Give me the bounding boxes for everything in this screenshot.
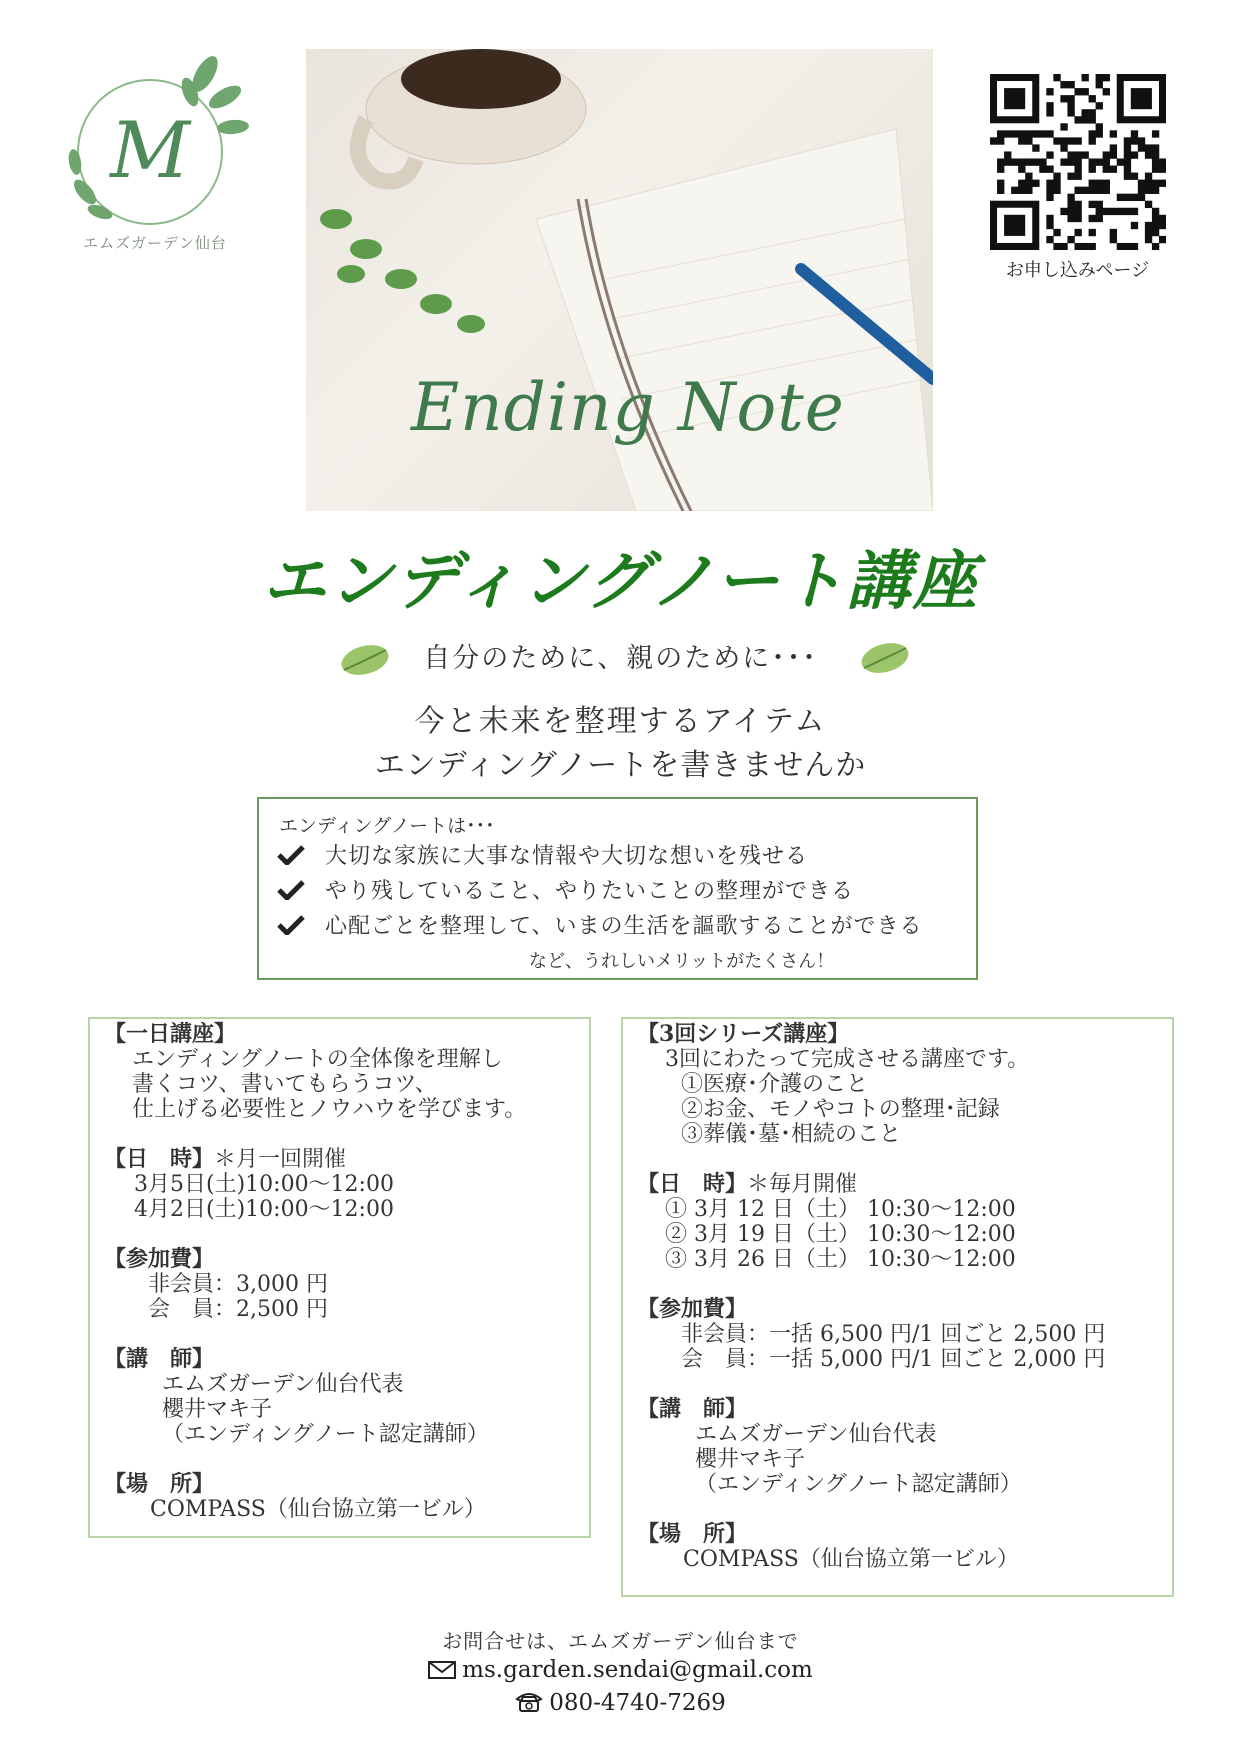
place-heading: 【場 所】 — [104, 1471, 215, 1497]
hero-photo — [306, 49, 933, 511]
phone-line[interactable] — [0, 1690, 1241, 1719]
qr-caption: お申し込みページ — [1005, 260, 1150, 281]
teacher-heading: 【講 師】 — [637, 1396, 748, 1422]
course-description: 3回にわたって完成させる講座です。 — [665, 1047, 1030, 1072]
course-date: ① 3月 12 日（土） 10:30～12:00 — [665, 1197, 1016, 1222]
lead-line-1: 今と未来を整理するアイテム — [414, 704, 827, 739]
check-icon — [277, 880, 305, 900]
course-topic: ③葬儀･墓･相続のこと — [681, 1122, 902, 1147]
course-topic: ①医療･介護のこと — [681, 1072, 869, 1097]
teacher-line: （エンディングノート認定講師） — [162, 1422, 489, 1447]
teacher-line: （エンディングノート認定講師） — [695, 1472, 1022, 1497]
benefit-item — [277, 909, 923, 940]
course-description: 書くコツ、書いてもらうコツ、 — [132, 1072, 437, 1097]
tagline: 自分のために、親のために･･･ — [423, 643, 818, 674]
contact-intro: お問合せは、エムズガーデン仙台まで — [442, 1629, 799, 1653]
fee-heading: 【参加費】 — [104, 1246, 215, 1272]
series-course-box — [621, 1017, 1174, 1597]
logo-letter: M — [110, 106, 190, 196]
benefit-text: 心配ごとを整理して、いまの生活を謳歌することができる — [325, 914, 923, 939]
envelope-icon — [428, 1660, 456, 1686]
check-icon — [277, 915, 305, 935]
benefit-text: やり残していること、やりたいことの整理ができる — [325, 879, 855, 904]
course-fee: 会 員：2,500 円 — [148, 1297, 328, 1322]
course-date: ③ 3月 26 日（土） 10:30～12:00 — [665, 1247, 1016, 1272]
qr-code[interactable] — [990, 74, 1166, 250]
phone-number[interactable]: 080-4740-7269 — [549, 1690, 726, 1716]
email-address[interactable]: ms.garden.sendai@gmail.com — [462, 1657, 813, 1683]
course-fee: 非会員：3,000 円 — [148, 1272, 328, 1297]
course-description: 仕上げる必要性とノウハウを学びます。 — [132, 1097, 527, 1122]
email-line[interactable] — [0, 1657, 1241, 1686]
course-date: ② 3月 19 日（土） 10:30～12:00 — [665, 1222, 1016, 1247]
course-heading: 【3回シリーズ講座】 — [637, 1021, 850, 1047]
brand-logo — [55, 52, 255, 252]
benefit-item — [277, 839, 808, 870]
course-heading: 【一日講座】 — [104, 1021, 237, 1047]
course-place: COMPASS（仙台協立第一ビル） — [683, 1547, 1019, 1572]
course-description: エンディングノートの全体像を理解し — [132, 1047, 503, 1072]
teacher-line: 櫻井マキ子 — [695, 1447, 806, 1472]
benefit-text: 大切な家族に大事な情報や大切な想いを残せる — [325, 844, 809, 869]
teacher-line: エムズガーデン仙台代表 — [162, 1372, 404, 1397]
fee-heading: 【参加費】 — [637, 1296, 748, 1322]
one-day-course-box — [88, 1017, 591, 1538]
benefit-item — [277, 874, 854, 905]
benefits-note: など、うれしいメリットがたくさん！ — [529, 951, 835, 972]
page-title: エンディングノート講座 — [262, 544, 979, 619]
place-heading: 【場 所】 — [637, 1521, 748, 1547]
lead-line-2: エンディングノートを書きませんか — [374, 748, 867, 783]
teacher-heading: 【講 師】 — [104, 1346, 215, 1372]
hero-title: Ending Note — [411, 369, 845, 446]
course-place: COMPASS（仙台協立第一ビル） — [150, 1497, 486, 1522]
course-fee: 会 員：一括 5,000 円/1 回ごと 2,000 円 — [681, 1347, 1106, 1372]
benefits-heading: エンディングノートは･･･ — [279, 815, 495, 837]
date-note: ＊月一回開催 — [214, 1147, 347, 1172]
logo-caption: エムズガーデン仙台 — [83, 234, 227, 252]
course-fee: 非会員：一括 6,500 円/1 回ごと 2,500 円 — [681, 1322, 1106, 1347]
course-date: 4月2日(土)10:00～12:00 — [134, 1197, 394, 1222]
date-heading: 【日 時】 — [637, 1171, 748, 1197]
teacher-line: 櫻井マキ子 — [162, 1397, 273, 1422]
course-topic: ②お金、モノやコトの整理･記録 — [681, 1097, 1000, 1122]
date-heading: 【日 時】 — [104, 1146, 215, 1172]
date-note: ＊毎月開催 — [747, 1172, 858, 1197]
course-date: 3月5日(土)10:00～12:00 — [134, 1172, 394, 1197]
benefits-box — [257, 797, 978, 980]
check-icon — [277, 845, 305, 865]
telephone-icon — [515, 1691, 543, 1719]
teacher-line: エムズガーデン仙台代表 — [695, 1422, 937, 1447]
